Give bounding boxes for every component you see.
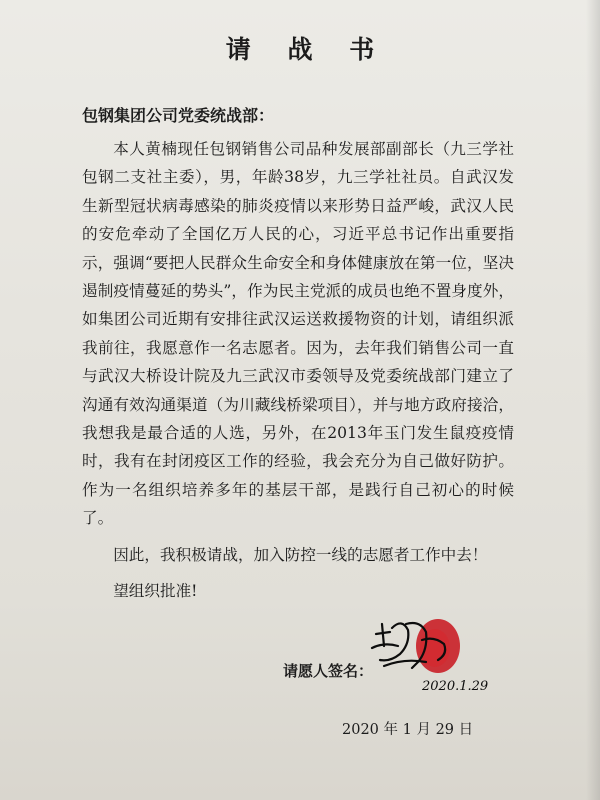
paper-shadow (586, 0, 600, 800)
salutation: 包钢集团公司党委统战部： (82, 106, 275, 125)
signature-label: 请愿人签名： (283, 662, 374, 680)
body-paragraph-closing: 望组织批准! (113, 582, 198, 601)
handwritten-date: 2020.1.29 (422, 679, 489, 694)
body-paragraph-request: 因此，我积极请战，加入防控一线的志愿者工作中去！ (113, 545, 488, 564)
letter-body (82, 135, 514, 606)
handwritten-signature (364, 610, 489, 700)
body-paragraph-main: 本人黄楠现任包钢销售公司品种发展部副部长（九三学社包钢二支社主委），男，年龄38岁，九三学社社员。自武汉发生新型冠状病毒感染的肺炎疫情以来形势日益严峻，武汉人民的安危牵动了全国亿万人民的心，习近平总书记作出重要指示，强调“要把人民群众生命安全和身体健康放在第一位，坚决遏制疫情蔓延的势头”，作为民主党派的成员也绝不置身度外，如集团公司近期有安排往武汉运送救援物资的计划，请组织派我前往，我愿意作一名志愿者。因为，去年我们销售公司一直与武汉大桥设计院及九三武汉市委领导及党委统战部门建立了沟通有效沟通渠道（为川藏线桥梁项目），并与地方政府接洽，我想我是最合适的人选，另外，在2013年玉门发生鼠疫疫情时，我有在封闭疫区工作的经验，我会充分为自己做好防护。作为一名组织培养多年的基层干部，是践行自己初心的时候了。 (82, 140, 514, 528)
document-title: 请 战 书 (225, 35, 389, 64)
letter-date: 2020 年 1 月 29 日 (342, 722, 474, 738)
